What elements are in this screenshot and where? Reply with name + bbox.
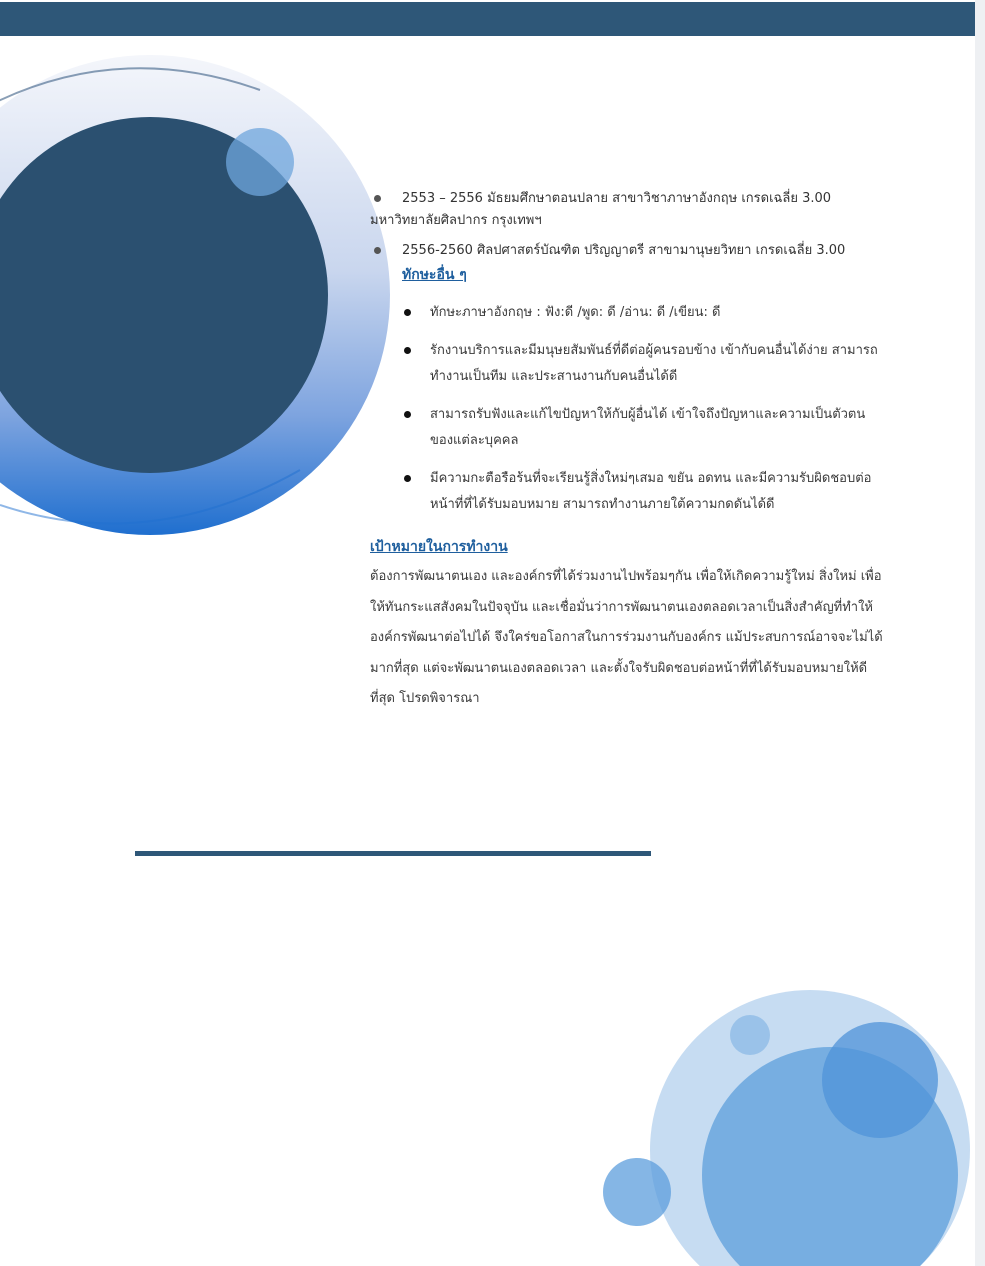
resume-content: [370, 188, 885, 715]
skills-list: [370, 300, 885, 518]
skill-text: มีความกะตือรือร้นที่จะเรียนรู้สิ่งใหม่ๆเสมอ ขยัน อดทน และมีความรับผิดชอบต่อหน้าที่ที่ได้รับมอบหมาย สามารถทำงานภายใต้ความกดดันได้ดี: [430, 471, 872, 512]
bullet-icon: [404, 475, 411, 482]
skills-heading[interactable]: ทักษะอื่น ๆ: [402, 267, 467, 283]
bullet-icon: [374, 247, 381, 254]
education-text: 2553 – 2556 มัธยมศึกษาตอนปลาย สาขาวิชาภาษาอังกฤษ เกรดเฉลี่ย 3.00: [402, 191, 832, 206]
page-edge: [975, 0, 985, 1266]
bullet-icon: [404, 347, 411, 354]
bubble-medium: [822, 1022, 938, 1138]
skill-item: [402, 466, 885, 518]
bubble-tiny: [730, 1015, 770, 1055]
skill-item: [402, 402, 885, 454]
bullet-icon: [404, 309, 411, 316]
bubble-small: [603, 1158, 671, 1226]
education-item: [370, 188, 885, 232]
education-item: [370, 240, 885, 262]
divider-line: [135, 851, 651, 856]
education-continuation: มหาวิทยาลัยศิลปากร กรุงเทพฯ: [370, 213, 542, 228]
skill-item: [402, 300, 885, 326]
bullet-icon: [404, 411, 411, 418]
goal-paragraph: ต้องการพัฒนาตนเอง และองค์กรที่ได้ร่วมงานไปพร้อมๆกัน เพื่อให้เกิดความรู้ใหม่ สิ่งใหม่ เพื่อให้ทันกระแสสังคมในปัจจุบัน และเชื่อมั่นว่าการพัฒนาตนเองตลอดเวลาเป็นสิ่งสำคัญที่ทำให้องค์กรพัฒนาต่อไปได้ จึงใคร่ขอโอกาสในการร่วมงานกับองค์กร แม้ประสบการณ์อาจจะไม่ได้มากที่สุด แต่จะพัฒนาตนเองตลอดเวลา และตั้งใจรับผิดชอบต่อหน้าที่ที่ได้รับมอบหมายให้ดีที่สุด โปรดพิจารณา: [370, 569, 883, 706]
skill-text: รักงานบริการและมีมนุษยสัมพันธ์ที่ดีต่อผู้คนรอบข้าง เข้ากับคนอื่นได้ง่าย สามารถทำงานเป็นทีม และประสานงานกับคนอื่นได้ดี: [430, 343, 878, 384]
education-text: 2556-2560 ศิลปศาสตร์บัณฑิต ปริญญาตรี สาขามานุษยวิทยา เกรดเฉลี่ย 3.00: [402, 243, 846, 258]
small-bubble: [226, 128, 294, 196]
goal-heading[interactable]: เป้าหมายในการทำงาน: [370, 539, 508, 555]
skill-item: [402, 338, 885, 390]
bullet-icon: [374, 195, 381, 202]
skill-text: ทักษะภาษาอังกฤษ : ฟัง:ดี /พูด: ดี /อ่าน: ดี /เขียน: ดี: [430, 305, 721, 320]
skill-text: สามารถรับฟังและแก้ไขปัญหาให้กับผู้อื่นได้ เข้าใจถึงปัญหาและความเป็นตัวตนของแต่ละบุคคล: [430, 407, 866, 448]
